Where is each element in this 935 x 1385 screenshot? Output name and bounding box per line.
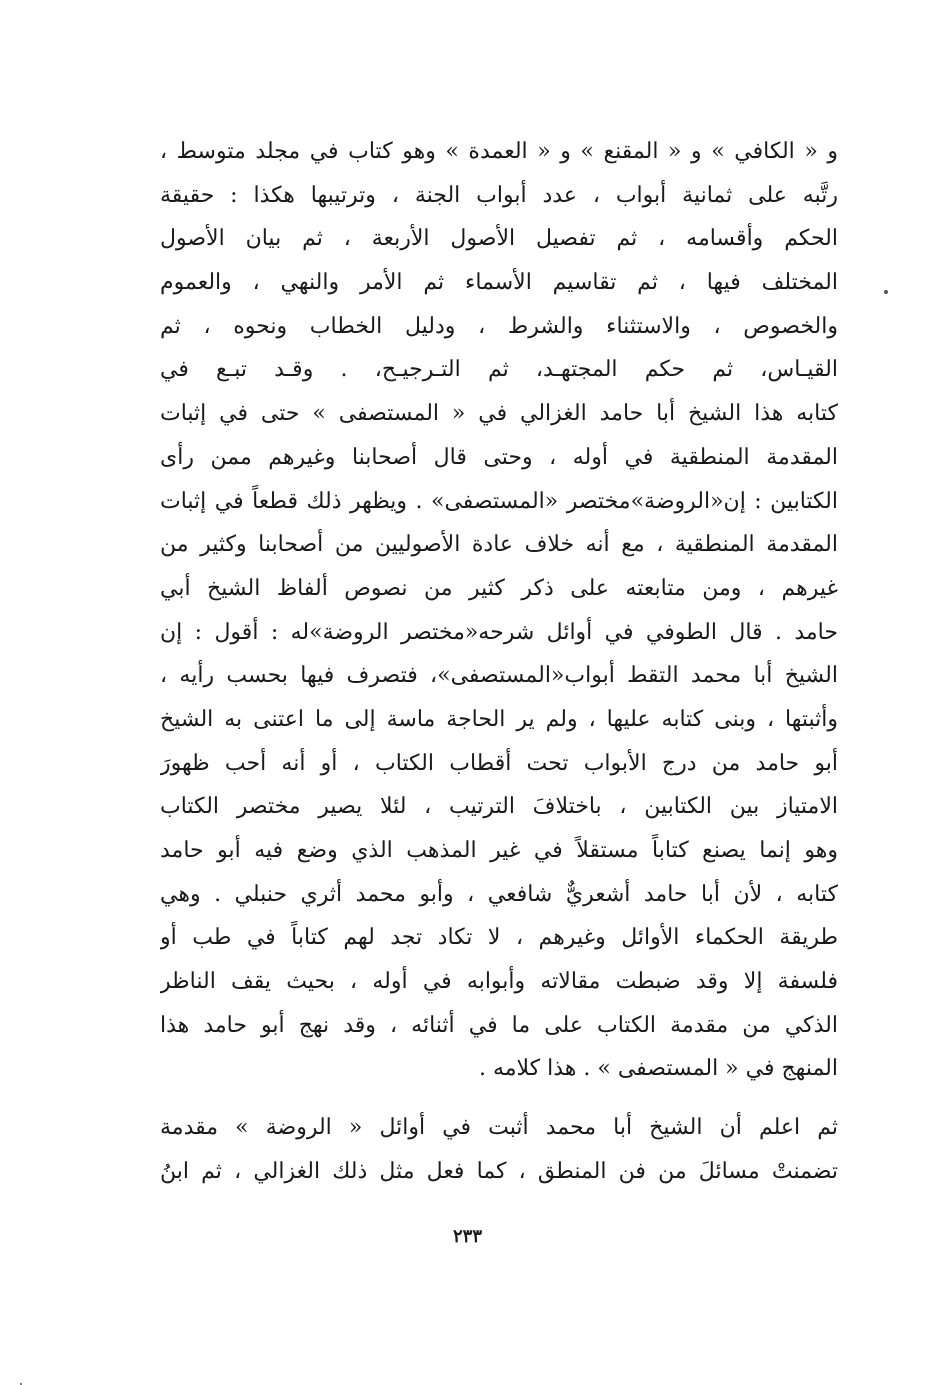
text-line: والخصوص ، والاستثناء والشرط ، ودليل الخطاب ونحوه ، ثم [160, 313, 838, 339]
paragraph-1 [160, 130, 838, 1091]
page-number: ٢٣٣ [452, 1226, 482, 1247]
text-line: ثم اعلم أن الشيخ أبا محمد أثبت في أوائل « الروضة » مقدمة [160, 1115, 838, 1140]
text-line: فلسفة إلا وقد ضبطت مقالاته وأبوابه في أوله ، بحيث يقف الناظر [160, 969, 838, 995]
text-line: الذكي من مقدمة الكتاب على ما في أثنائه ، وقد نهج أبو حامد هذا [160, 1012, 838, 1038]
text-line: الشيخ أبا محمد التقط أبواب«المستصفى»، فتصرف فيها بحسب رأيه ، [160, 663, 838, 689]
text-line: الحكم وأقسامه ، ثم تفصيل الأصول الأربعة ، ثم بيان الأصول [160, 226, 838, 252]
text-line: المقدمة المنطقية ، مع أنه خلاف عادة الأصوليين من أصحابنا وكثير من [160, 532, 838, 558]
text-line: المختلف فيها ، ثم تقاسيم الأسماء ثم الأمر والنهي ، والعموم [160, 270, 838, 296]
text-line: القيـاس، ثم حكم المجتهـد، ثم التـرجيـح، . وقـد تبـع في [160, 357, 838, 383]
paragraph-2 [160, 1106, 838, 1193]
text-line: وهو إنما يصنع كتاباً مستقلاً في غير المذهب الذي وضع فيه أبو حامد [160, 838, 838, 863]
text-line: حامد . قال الطوفي في أوائل شرحه«مختصر الروضة»له : أقول : إن [160, 619, 838, 645]
text-line: غيرهم ، ومن متابعته على ذكر كثير من نصوص ألفاظ الشيخ أبي [160, 575, 838, 601]
text-line: رتَّبه على ثمانية أبواب ، عدد أبواب الجنة ، وترتيبها هكذا : حقيقة [160, 182, 838, 208]
text-line: طريقة الحكماء الأوائل وغيرهم ، لا تكاد تجد لهم كتاباً في طب أو [160, 925, 838, 951]
text-line: و « الكافي » و « المقنع » و « العمدة » وهو كتاب في مجلد متوسط ، [160, 139, 838, 164]
text-line: كتابه ، لأن أبا حامد أشعريٌّ شافعي ، وأبو محمد أثري حنبلي . وهي [160, 881, 838, 907]
text-line: أبو حامد من درج الأبواب تحت أقطاب الكتاب ، أو أنه أحب ظهورَ [160, 750, 838, 776]
text-line: المقدمة المنطقية في أوله ، وحتى قال أصحابنا وغيرهم ممن رأى [160, 444, 838, 470]
text-line: الامتياز بين الكتابين ، باختلافَ الترتيب ، لئلا يصير مختصر الكتاب [160, 794, 838, 820]
text-line: كتابه هذا الشيخ أبا حامد الغزالي في « المستصفى » حتى في إثبات [160, 401, 838, 427]
text-line: المنهج في « المستصفى » . هذا كلامه . [478, 1056, 838, 1082]
text-line: تضمنتْ مسائلَ من فن المنطق ، كما فعل مثل ذلك الغزالي ، ثم ابنُ [160, 1158, 838, 1184]
text-line: الكتابين : إن«الروضة»مختصر «المستصفى» . ويظهر ذلك قطعاً في إثبات [160, 488, 838, 514]
text-line: وأثبتها ، وبنى كتابه عليها ، ولم ير الحاجة ماسة إلى ما اعتنى به الشيخ [160, 706, 838, 732]
scan-speck [884, 290, 888, 294]
